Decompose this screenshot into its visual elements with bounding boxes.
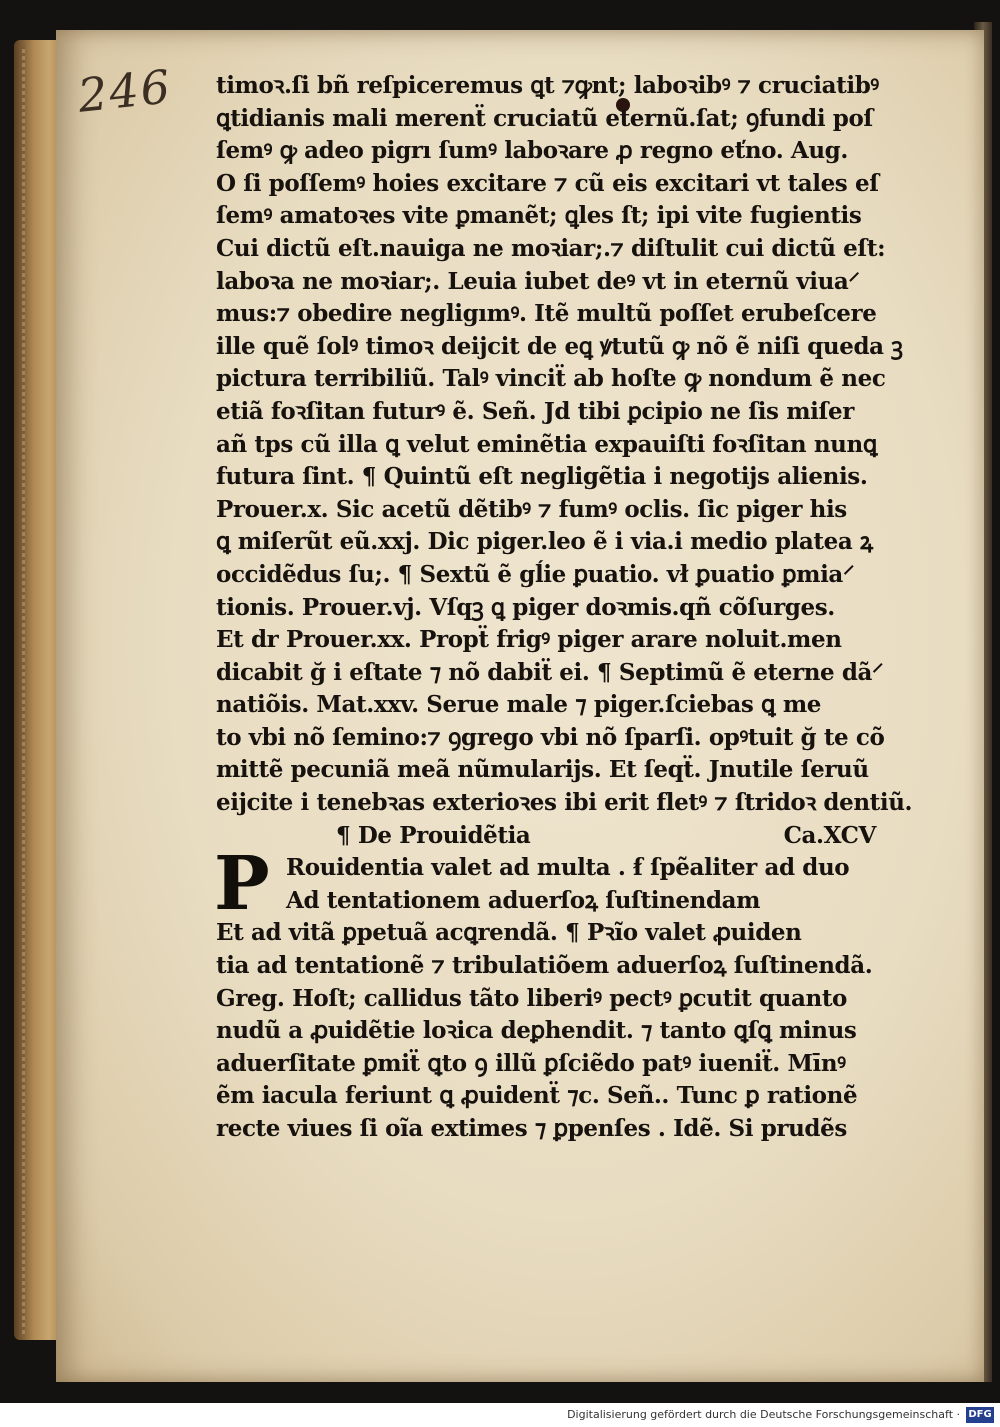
chapter-title: ¶ De Prouidẽtia: [336, 821, 531, 849]
text-line: etiã foꝛſitan futurꝰ ẽ. Señ. Jd tibi ꝑcipio ne ſis miſer: [216, 397, 854, 425]
credit-text: Digitalisierung gefördert durch die Deutsche Forschungsgemeinschaft ·: [567, 1408, 960, 1421]
text-line: Et dr Prouer.xx. Propẗ frigꝰ piger arare noluit.men: [216, 626, 842, 654]
text-line: O ſi poſſemꝰ hoies excitare ⁊ cũ eis excitari vt tales eſ: [216, 169, 879, 197]
chapter-number: Ca.XCV: [783, 821, 876, 849]
text-line: ẽm iacula feriunt ꝗ ꝓuidenẗ ⁊c. Señ.. Tunc ꝑ rationẽ: [216, 1082, 858, 1110]
text-line: aduerſitate ꝑmiẗ ꝗto ꝯ illũ ꝑſciẽdo patꝰ iueniẗ. Mīnꝰ: [216, 1049, 846, 1077]
text-line: Cui dictũ eſt.nauiga ne moꝛiar;.⁊ diſtulit cui dictũ eſt:: [216, 234, 886, 262]
text-line: timoꝛ.ſi bñ reſpiceremus ꝗt ⁊ꝙnt; laboꝛibꝰ ⁊ cruciatibꝰ: [216, 72, 879, 99]
body-text: [216, 70, 916, 820]
text-line: Prouer.x. Sic acetũ dẽtibꝰ ⁊ fumꝰ oclis. ſic piger his: [216, 495, 847, 523]
text-line: tia ad tentationẽ ⁊ tribulatiõem aduerſoꝝ ſuſtinendã.: [216, 952, 873, 980]
text-line: occidẽdus ſu;. ¶ Sextũ ẽ gĺie ꝑuatio. vł ꝑuatio ꝑmia⸍: [216, 560, 855, 588]
chapter-opening: [214, 841, 916, 928]
text-line: tionis. Prouer.vj. Vſqꝫ ꝗ piger doꝛmis.qñ cõſurges.: [216, 593, 835, 621]
text-line: Rouidentia valet ad multa . ẜ ſpẽaliter ad duo: [286, 854, 850, 882]
text-line: ille quẽ ſolꝰ timoꝛ deijcit de eꝗ ꝟtutũ ꝙ nõ ẽ niſi queda ꝫ: [216, 332, 903, 360]
text-line: to vbi nõ ſemino:⁊ ꝯgrego vbi nõ ſparſi. opꝰtuit ğ te cõ: [216, 723, 885, 751]
text-line: laboꝛa ne moꝛiar;. Leuia iubet deꝰ vt in eternũ viua⸍: [216, 267, 860, 295]
text-line: ſemꝰ ꝙ adeo pigrı ſumꝰ laboꝛare ꝓ regno eťno. Aug.: [216, 137, 848, 165]
text-line: Greg. Hoſt; callidus tãto liberiꝰ pectꝰ ꝑcutit quanto: [216, 984, 847, 1012]
text-line: recte viues ſi oĩa extimes ⁊ ꝑpenſes . Idẽ. Si prudẽs: [216, 1115, 847, 1142]
text-block: [216, 70, 916, 1146]
text-line: eijcite i tenebꝛas exterioꝛes ibi erit fletꝰ ⁊ ſtridoꝛ dentiũ.: [216, 789, 913, 817]
drop-capital: P: [214, 841, 270, 928]
text-line: natiõis. Mat.xxv. Serue male ⁊ piger.ſciebas ꝗ me: [216, 691, 822, 719]
text-line: ſemꝰ amatoꝛes vite ꝑmanẽt; ꝗles ſt; ipi vite fugientis: [216, 202, 862, 230]
text-line: mus:⁊ obedire negligımꝰ. Itẽ multũ poſſet erubeſcere: [216, 300, 877, 328]
text-line: futura ſint. ¶ Quintũ eſt negligẽtia i negotijs alienis.: [216, 463, 868, 491]
text-line: mittẽ pecuniã meã nũmularijs. Et ſeqẗ. Jnutile ſeruũ: [216, 756, 869, 784]
dfg-logo: DFG: [966, 1407, 994, 1423]
text-line: Ad tentationem aduerſoꝝ ſuſtinendam: [286, 886, 761, 914]
body-text-continued: [216, 917, 916, 1145]
chapter-heading: [216, 820, 916, 853]
text-line: ꝗtidianis mali merenẗ cruciatũ eternũ.ſat; ꝯfundi poſ: [216, 104, 873, 132]
text-line: dicabit ğ i eſtate ⁊ nõ dabiẗ ei. ¶ Septimũ ẽ eterne dã⸍: [216, 658, 884, 686]
dropcap-text: [214, 841, 916, 928]
text-line: ꝗ miſerũt eũ.xxj. Dic piger.leo ẽ i via.i medio platea ꝝ: [216, 528, 873, 556]
text-line: añ tps cũ illa ꝗ velut eminẽtia expauiſti foꝛſitan nunꝗ: [216, 430, 878, 458]
text-line: pictura terribiliũ. Talꝰ vinciẗ ab hoſte ꝙ nondum ẽ nec: [216, 365, 886, 393]
digitization-credit: [0, 1403, 1000, 1427]
text-line: Et ad vitã ꝑpetuã acꝗrendã. ¶ Pꝛĩo valet ꝓuiden: [216, 919, 802, 947]
text-line: nudũ a ꝓuidẽtie loꝛica deꝑhendit. ⁊ tanto ꝗſꝗ minus: [216, 1017, 857, 1045]
page-number-handwritten: 246: [75, 59, 175, 123]
